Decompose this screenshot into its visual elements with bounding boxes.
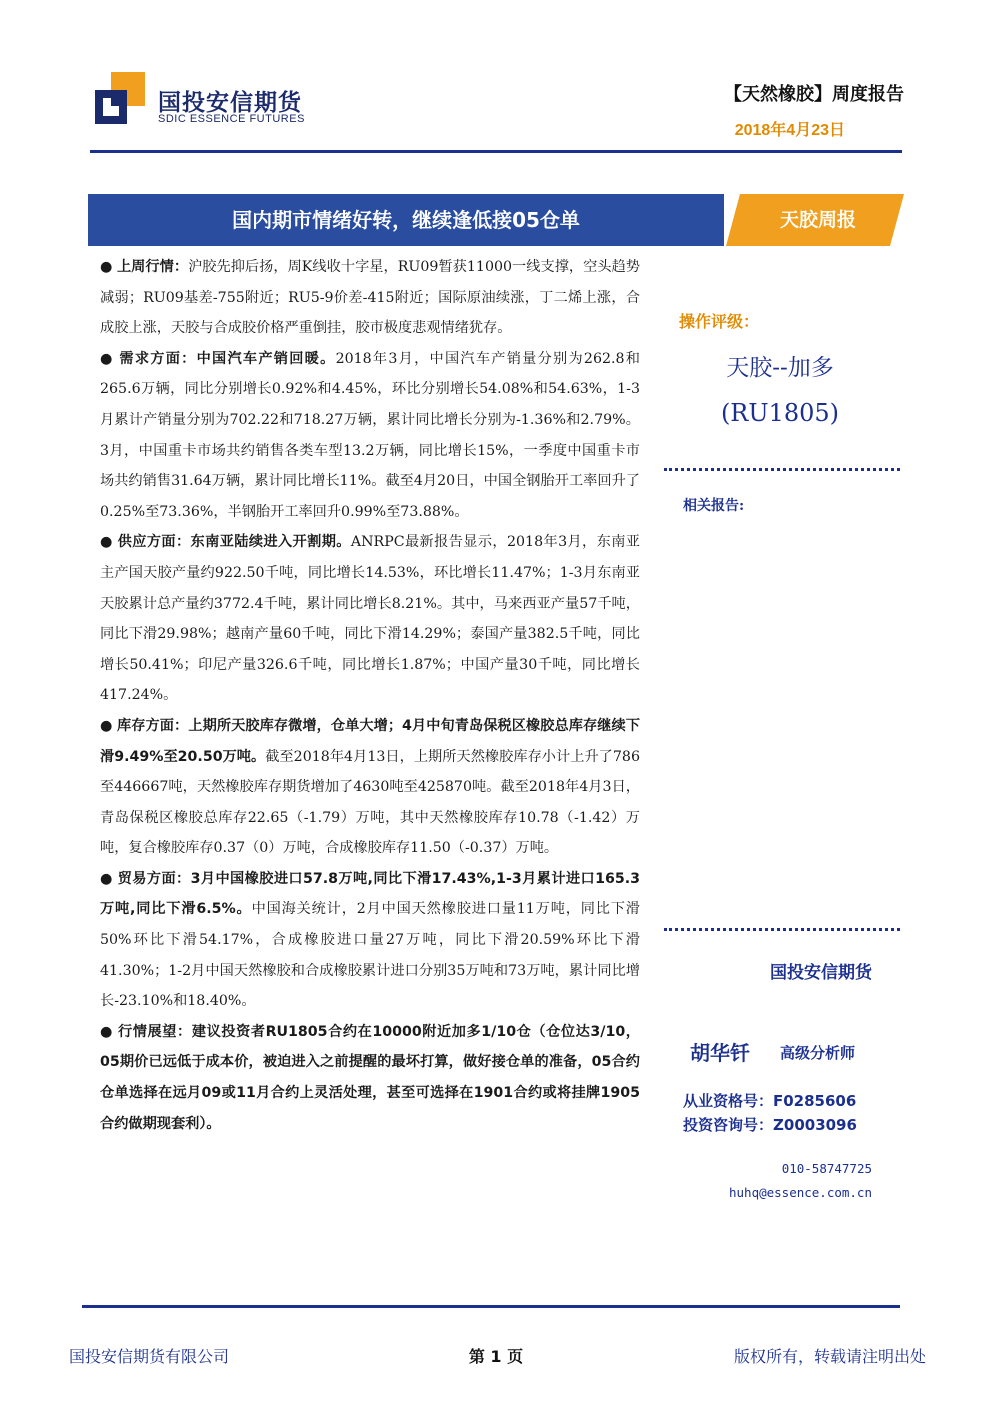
analyst-title: 高级分析师 <box>780 1044 856 1062</box>
bullet: ● <box>100 870 113 887</box>
analyst-phone: 010-58747725 <box>781 1161 872 1176</box>
section-outlook <box>100 1017 640 1139</box>
section-heading: 行情展望： <box>118 1023 192 1040</box>
logo-english-name: SDIC ESSENCE FUTURES <box>158 113 305 125</box>
section-text: 中国海关统计，2月中国天然橡胶进口量11万吨，同比下滑50%环比下滑54.17%，合成橡胶进口量27万吨，同比下滑20.59%环比下滑41.30%；1-2月中国天然橡胶和合成橡胶累计进口分别35万吨和73万吨，累计同比增长-23.10%和18.40%。 <box>100 901 640 1010</box>
rating-contract: (RU1805) <box>720 399 840 427</box>
sidebar-company: 国投安信期货 <box>770 963 872 983</box>
section-trade <box>100 864 640 1017</box>
report-tag: 天胶周报 <box>779 209 856 231</box>
section-heading: 库存方面： <box>117 717 189 734</box>
related-reports-label: 相关报告: <box>683 498 745 514</box>
bullet: ● <box>100 259 113 275</box>
section-heading: 供应方面： <box>117 534 191 551</box>
sidebar-divider <box>664 928 900 931</box>
report-type: 【天然橡胶】周度报告 <box>724 84 904 105</box>
section-demand <box>100 344 640 528</box>
advisory-number: 投资咨询号：Z0003096 <box>683 1116 857 1134</box>
report-body <box>100 252 640 1139</box>
rating-label: 操作评级： <box>679 312 760 331</box>
section-lead: 建议投资者RU1805合约在10000附近加多1/10仓（仓位达3/10，05期价已远低于成本价，被迫进入之前提醒的最坏打算，做好接仓单的准备，05合约仓单选择在远月09或11月合约上灵活处理，甚至可选择在1901合约或将挂牌1905合约做期现套利）。 <box>100 1023 640 1132</box>
section-market <box>100 252 640 344</box>
logo-chinese-name: 国投安信期货 <box>158 90 302 116</box>
page-number: 第 1 页 <box>468 1347 524 1366</box>
bullet: ● <box>100 534 113 551</box>
report-date: 2018年4月23日 <box>734 122 845 139</box>
section-text: 2018年3月，中国汽车产销量分别为262.8和265.6万辆，同比分别增长0.92%和4.45%，环比分别增长54.08%和54.63%，1-3月累计产销量分别为702.22和718.27万辆，累计同比增长分别为-1.36%和2.79%。3月，中国重卡市场共约销售各类车型13.2万辆，同比增长15%，一季度中国重卡市场共约销售31.64万辆，累计同比增长11%。截至4月20日，中国全钢胎开工率回升了0.25%至73.36%，半钢胎开工率回升0.99%至73.88%。 <box>100 350 640 520</box>
section-heading: 需求方面： <box>119 350 197 367</box>
section-text: ANRPC最新报告显示，2018年3月，东南亚主产国天胶产量约922.50千吨，同比增长14.53%，环比增长11.47%；1-3月东南亚天胶累计总产量约3772.4千吨，累计同比增长8.21%。其中，马来西亚产量57千吨，同比下滑29.98%；越南产量60千吨，同比下滑14.29%；泰国产量382.5千吨，同比增长50.41%；印尼产量326.6千吨，同比增长1.87%；中国产量30千吨，同比增长417.24%。 <box>100 534 640 704</box>
qualification-number: 从业资格号：F0285606 <box>683 1092 857 1110</box>
section-text: 沪胶先抑后扬，周K线收十字星，RU09暂获11000一线支撑，空头趋势减弱；RU09基差-755附近；RU5-9价差-415附近；国际原油续涨，丁二烯上涨，合成胶上涨，天胶与合成胶价格严重倒挂，胶市极度悲观情绪犹存。 <box>100 259 640 337</box>
bullet: ● <box>100 717 113 734</box>
rating-value: 天胶--加多 <box>726 355 834 381</box>
report-title: 国内期市情绪好转，继续逢低接05仓单 <box>232 208 580 232</box>
section-supply <box>100 527 640 711</box>
section-text: 截至2018年4月13日，上期所天然橡胶库存小计上升了786至446667吨，天然橡胶库存期货增加了4630吨至425870吨。截至2018年4月3日，青岛保税区橡胶总库存22.65（-1.79）万吨，其中天然橡胶库存10.78（-1.42）万吨，复合橡胶库存0.37（0）万吨，合成橡胶库存11.50（-0.37）万吨。 <box>100 748 640 857</box>
section-heading: 贸易方面： <box>117 870 191 887</box>
header-divider <box>90 150 902 153</box>
section-lead: 上期所天胶库存微增，仓单大增；4月中旬青岛保税区橡胶总库存继续下滑9.49%至20.50万吨。 <box>100 717 640 765</box>
section-heading: 上周行情： <box>116 259 189 275</box>
footer-copyright: 版权所有，转载请注明出处 <box>733 1347 926 1366</box>
sidebar-divider <box>664 468 900 471</box>
section-lead: 中国汽车产销回暖。 <box>196 350 336 367</box>
section-lead: 3月中国橡胶进口57.8万吨,同比下滑17.43%,1-3月累计进口165.3万吨,同比下滑6.5%。 <box>100 870 640 918</box>
company-logo-icon <box>95 72 145 124</box>
footer-divider <box>82 1305 900 1308</box>
section-inventory <box>100 711 640 864</box>
bullet: ● <box>100 350 114 367</box>
analyst-email: huhq@essence.com.cn <box>729 1185 872 1200</box>
footer-company: 国投安信期货有限公司 <box>69 1347 230 1366</box>
section-lead: 东南亚陆续进入开割期。 <box>190 534 351 551</box>
bullet: ● <box>100 1023 113 1040</box>
analyst-name: 胡华钎 <box>690 1041 750 1065</box>
